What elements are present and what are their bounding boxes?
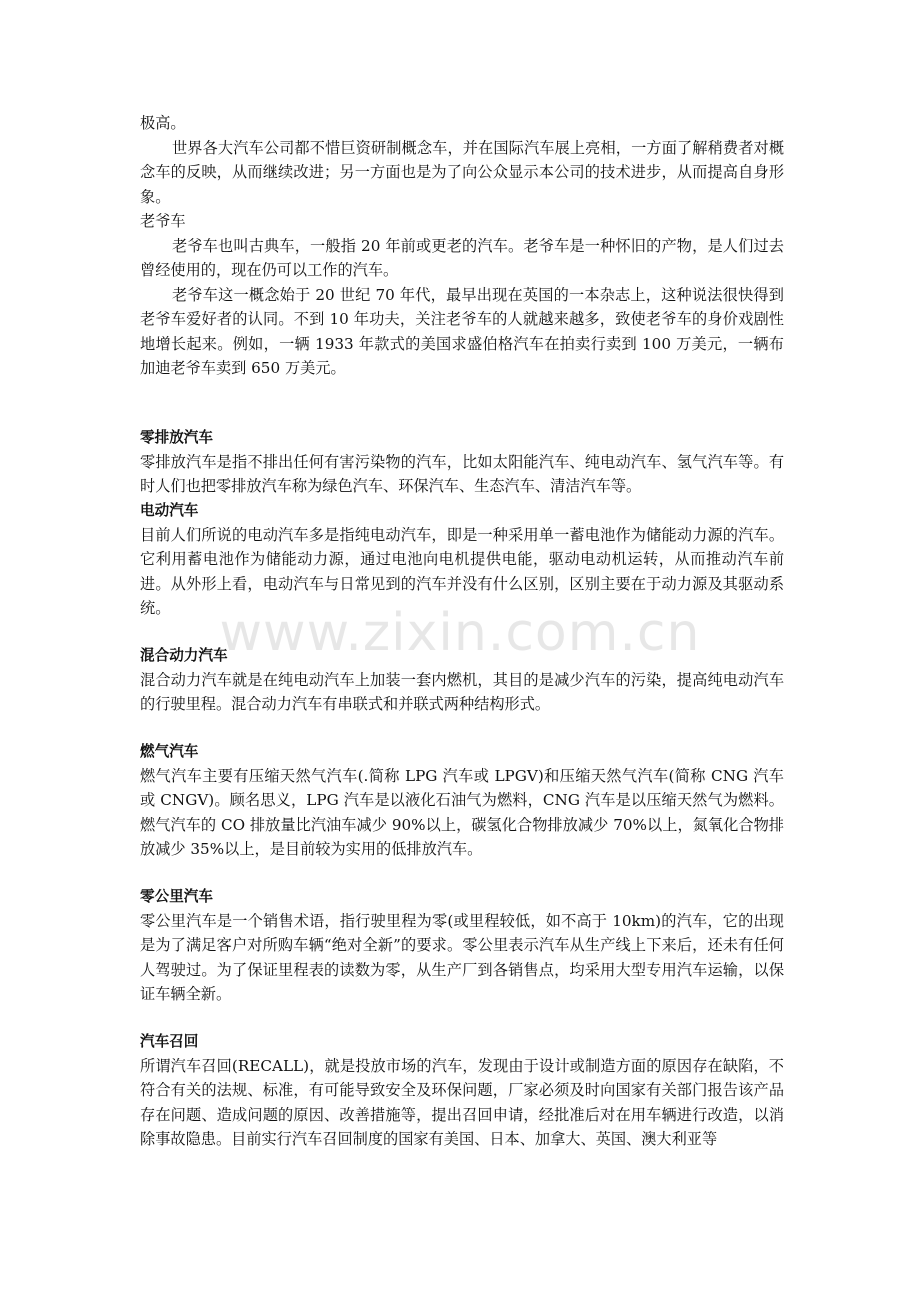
- section-body: 混合动力汽车就是在纯电动汽车上加装一套内燃机，其目的是减少汽车的污染，提高纯电动汽车的行驶里程。混合动力汽车有串联式和并联式两种结构形式。: [140, 670, 784, 713]
- section-heading: 燃气汽车: [140, 742, 199, 760]
- intro-fragment: 极高。: [140, 114, 186, 132]
- spacer: [140, 717, 784, 740]
- section-zero-emission: [140, 426, 784, 499]
- section-electric: [140, 499, 784, 621]
- section-heading: 零公里汽车: [140, 887, 213, 905]
- section-heading: 混合动力汽车: [140, 646, 228, 664]
- section-body: 燃气汽车主要有压缩天然气汽车(.简称 LPG 汽车或 LPGV)和压缩天然气汽车(简称 CNG 汽车或 CNGV)。顾名思义，LPG 汽车是以液化石油气为燃料，CNG 汽车是以压缩天然气为燃料。燃气汽车的 CO 排放量比汽油车减少 90%以上，碳氢化合物排放减少 70%以上，氮氧化合物排放减少 35%以上，是目前较为实用的低排放汽车。: [140, 766, 784, 858]
- section-body: 零排放汽车是指不排出任何有害污染物的汽车，比如太阳能汽车、纯电动汽车、氢气汽车等。有时人们也把零排放汽车称为绿色汽车、环保汽车、生态汽车、清洁汽车等。: [140, 452, 784, 495]
- section-heading: 汽车召回: [140, 1032, 199, 1050]
- document-page: [140, 111, 784, 1152]
- section-gas: [140, 740, 784, 862]
- section-recall: [140, 1030, 784, 1152]
- classic-car-paragraph-2: 老爷车这一概念始于 20 世纪 70 年代，最早出现在英国的一本杂志上，这种说法很快得到老爷车爱好者的认同。不到 10 年功夫，关注老爷车的人就越来越多，致使老爷车的身价戏剧性地增长起来。例如，一辆 1933 年款式的美国求盛伯格汽车在拍卖行卖到 100 万美元，一辆布加迪老爷车卖到 650 万美元。: [140, 285, 784, 377]
- spacer: [140, 381, 784, 426]
- section-body: 零公里汽车是一个销售术语，指行驶里程为零(或里程较低，如不高于 10km)的汽车，它的出现是为了满足客户对所购车辆“绝对全新”的要求。零公里表示汽车从生产线上下来后，还未有任何人驾驶过。为了保证里程表的读数为零，从生产厂到各销售点，均采用大型专用汽车运输，以保证车辆全新。: [140, 911, 784, 1003]
- concept-car-paragraph: 世界各大汽车公司都不惜巨资研制概念车，并在国际汽车展上亮相，一方面了解稍费者对概念车的反映，从而继续改进；另一方面也是为了向公众显示本公司的技术进步，从而提高自身形象。: [140, 138, 784, 206]
- section-hybrid: [140, 644, 784, 717]
- section-heading: 零排放汽车: [140, 428, 213, 446]
- section-zero-mileage: [140, 885, 784, 1007]
- spacer: [140, 862, 784, 885]
- section-heading: 电动汽车: [140, 501, 199, 519]
- watermark: www.zixin.com.cn: [219, 603, 701, 663]
- classic-car-paragraph-1: 老爷车也叫古典车，一般指 20 年前或更老的汽车。老爷车是一种怀旧的产物，是人们过去曾经使用的，现在仍可以工作的汽车。: [140, 236, 784, 279]
- section-body: 目前人们所说的电动汽车多是指纯电动汽车，即是一种采用单一蓄电池作为储能动力源的汽车。它利用蓄电池作为储能动力源，通过电池向电机提供电能，驱动电动机运转，从而推动汽车前进。从外形上看，电动汽车与日常见到的汽车并没有什么区别，区别主要在于动力源及其驱动系统。: [140, 525, 784, 617]
- spacer: [140, 621, 784, 644]
- spacer: [140, 1007, 784, 1030]
- classic-car-heading: 老爷车: [140, 212, 186, 230]
- section-body: 所谓汽车召回(RECALL)，就是投放市场的汽车，发现由于设计或制造方面的原因存在缺陷，不符合有关的法规、标准，有可能导致安全及环保问题，厂家必须及时向国家有关部门报告该产品存在问题、造成问题的原因、改善措施等，提出召回申请，经批准后对在用车辆进行改造，以消除事故隐患。目前实行汽车召回制度的国家有美国、日本、加拿大、英国、澳大利亚等: [140, 1056, 784, 1148]
